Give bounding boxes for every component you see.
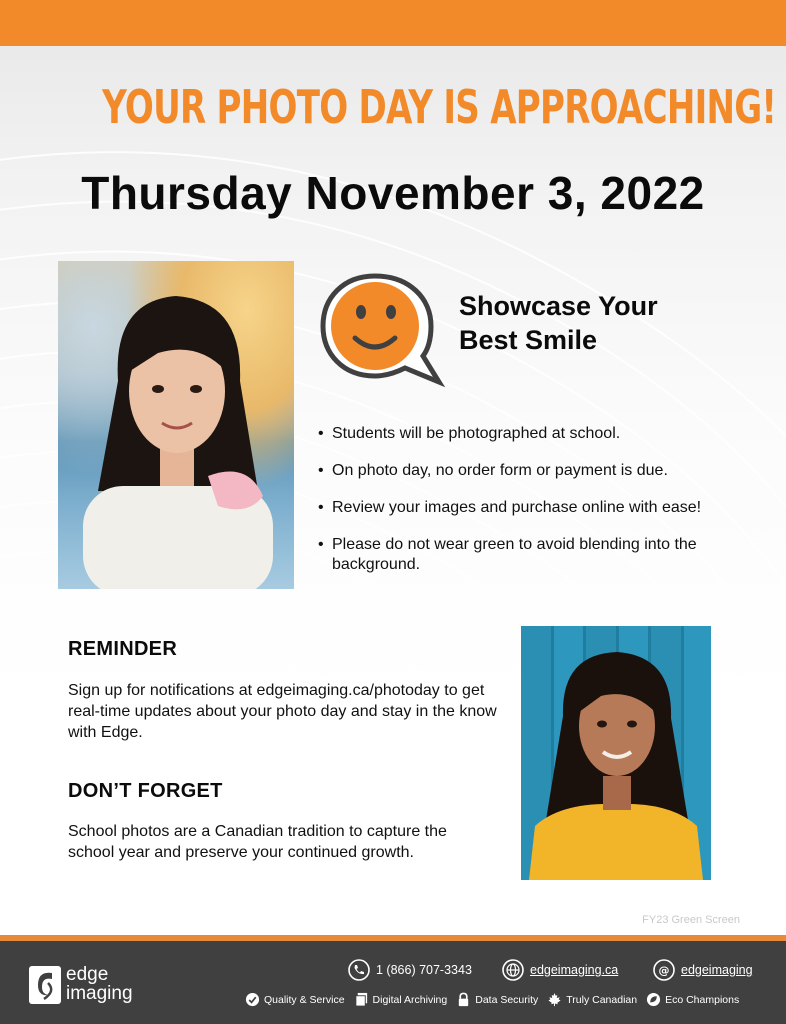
badge-truly-canadian xyxy=(547,992,637,1007)
check-badge-icon xyxy=(245,992,260,1007)
badge-label: Data Security xyxy=(475,993,539,1006)
lock-icon xyxy=(456,992,471,1007)
logo-line-edge: edge xyxy=(66,964,109,985)
bullet-item: • Students will be photographed at school. xyxy=(318,424,758,444)
dont-forget-title: DON’T FORGET xyxy=(68,780,223,802)
photo-day-headline: YOUR PHOTO DAY IS APPROACHING! xyxy=(102,80,777,134)
dont-forget-body: School photos are a Canadian tradition to capture the school year and preserve your continued growth. xyxy=(68,823,447,861)
showcase-line-1: Showcase Your xyxy=(459,291,658,321)
photo-day-date: Thursday November 3, 2022 xyxy=(81,167,705,219)
showcase-heading xyxy=(459,289,759,357)
edge-imaging-logo[interactable] xyxy=(28,963,148,1007)
social-link[interactable] xyxy=(653,959,753,981)
badge-eco-champions xyxy=(646,992,739,1007)
form-code: FY23 Green Screen xyxy=(642,914,740,926)
badge-digital-archiving xyxy=(354,992,448,1007)
reminder-body: Sign up for notifications at edgeimaging.ca/photoday to get real-time updates about your photo day and stay in the know with Edge. xyxy=(68,682,497,741)
phone-number: 1 (866) 707-3343 xyxy=(376,963,472,977)
edge-logo-icon xyxy=(28,965,62,1005)
maple-leaf-icon xyxy=(547,992,562,1007)
photo-day-bullet-list xyxy=(318,424,758,592)
phone-icon xyxy=(348,959,370,981)
logo-text xyxy=(66,965,133,1003)
top-accent-bar xyxy=(0,0,786,46)
logo-line-imaging: imaging xyxy=(66,983,133,1004)
badge-label: Eco Champions xyxy=(665,993,740,1006)
bullet-item: • On photo day, no order form or payment is due. xyxy=(318,461,758,481)
globe-icon xyxy=(502,959,524,981)
sample-portrait-older-girl xyxy=(521,626,711,880)
footer xyxy=(0,941,786,1024)
reminder-title: REMINDER xyxy=(68,638,178,660)
badge-label: Truly Canadian xyxy=(566,993,638,1006)
phone-contact[interactable] xyxy=(348,959,472,981)
sample-portrait-young-girl xyxy=(58,261,294,589)
website-url[interactable]: edgeimaging.ca xyxy=(530,963,619,977)
bullet-item: • Review your images and purchase online with ease! xyxy=(318,498,758,518)
bullet-item: • Please do not wear green to avoid blending into the background. xyxy=(318,535,718,575)
social-handle[interactable]: edgeimaging xyxy=(681,963,753,977)
badge-quality-service xyxy=(245,992,345,1007)
badge-data-security xyxy=(456,992,538,1007)
at-sign-icon xyxy=(653,959,675,981)
svg-text:@: @ xyxy=(658,964,670,977)
showcase-line-2: Best Smile xyxy=(459,325,598,355)
website-link[interactable] xyxy=(502,959,618,981)
badge-label: Digital Archiving xyxy=(372,993,448,1006)
smile-speech-bubble-icon xyxy=(319,272,447,388)
feature-badges xyxy=(245,992,748,1007)
badge-label: Quality & Service xyxy=(264,993,345,1006)
eco-leaf-icon xyxy=(646,992,661,1007)
archive-photos-icon xyxy=(354,992,369,1007)
